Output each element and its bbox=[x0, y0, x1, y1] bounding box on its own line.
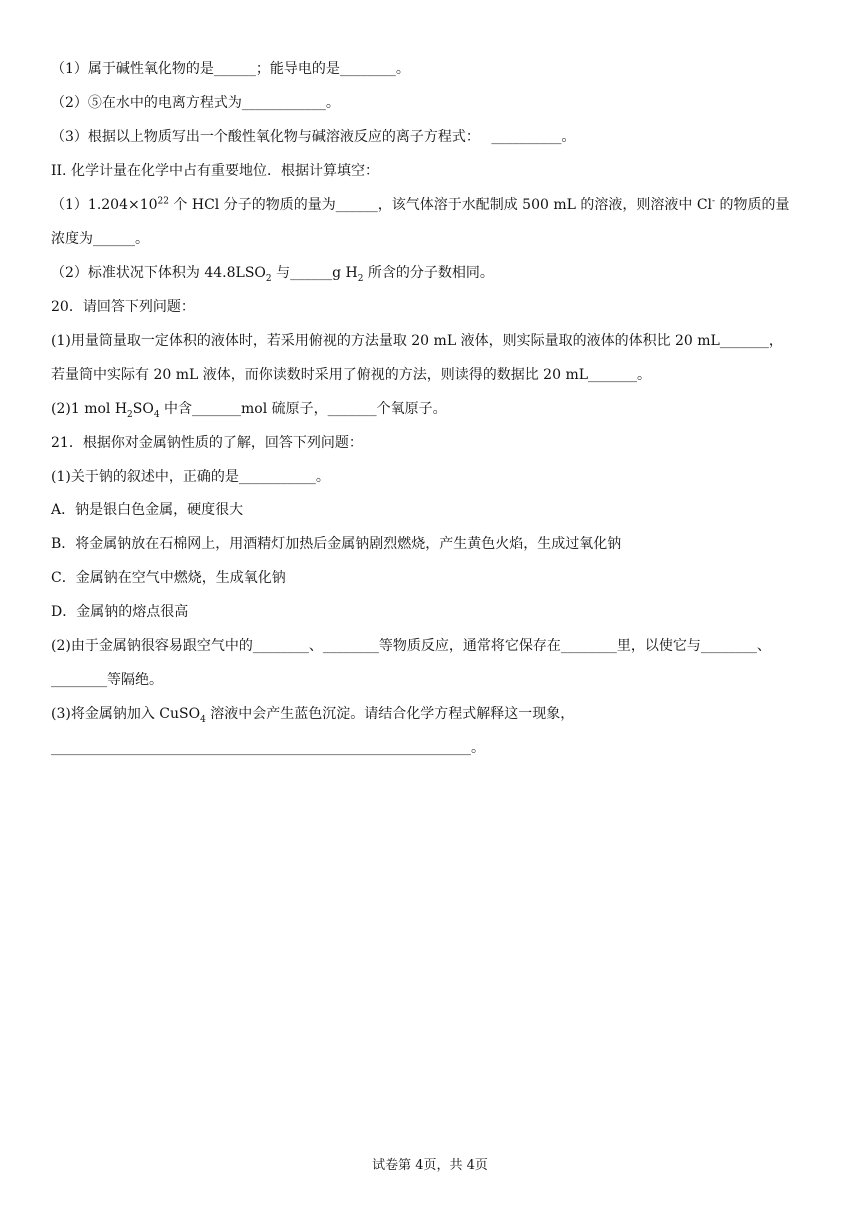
section-ii-heading: II. 化学计量在化学中占有重要地位．根据计算填空： bbox=[51, 163, 379, 179]
q21-heading: 21．根据你对金属钠性质的了解，回答下列问题： bbox=[51, 435, 363, 451]
q-so2-line bbox=[51, 263, 820, 283]
text-segment: 的物质的量 bbox=[715, 197, 790, 213]
text-segment: 与______g H bbox=[271, 265, 358, 281]
q21-part2-line: (2)由于金属钠很容易跟空气中的________、________等物质反应，通常将它保存在________里，以使它与________、 bbox=[51, 638, 771, 654]
text-segment: 个 HCl 分子的物质的量为______，该气体溶于水配制成 500 mL 的溶液，则溶液中 Cl bbox=[168, 197, 713, 213]
subscript: 4 bbox=[200, 714, 206, 725]
text-segment: 溶液中会产生蓝色沉淀。请结合化学方程式解释这一现象， bbox=[205, 706, 575, 722]
page-footer: 试卷第 4页，共 4页 bbox=[372, 1158, 488, 1173]
q21-part2-line-cont: ________等隔绝。 bbox=[51, 672, 163, 688]
q-ionization-line: （2）⑤在水中的电离方程式为____________。 bbox=[51, 95, 340, 111]
option-b: B．将金属钠放在石棉网上，用酒精灯加热后金属钠剧烈燃烧，产生黄色火焰，生成过氧化钠 bbox=[51, 536, 622, 552]
text-segment: (3)将金属钠加入 CuSO bbox=[51, 706, 201, 722]
q20-part2-line bbox=[51, 399, 820, 419]
superscript: - bbox=[712, 196, 716, 207]
text-segment: (2)1 mol H bbox=[51, 401, 128, 417]
q-hcl-line bbox=[51, 195, 820, 215]
q21-part1-line: (1)关于钠的叙述中，正确的是___________。 bbox=[51, 469, 330, 485]
subscript: 2 bbox=[127, 409, 133, 420]
q-basic-oxide-line: （1）属于碱性氧化物的是______；能导电的是________。 bbox=[51, 61, 410, 77]
superscript: 22 bbox=[157, 196, 169, 207]
q-ionic-equation-line: （3）根据以上物质写出一个酸性氧化物与碱溶液反应的离子方程式： __________。 bbox=[51, 129, 576, 145]
q21-part3-answer-line: ____________________________________________________________。 bbox=[51, 740, 485, 756]
option-d: D．金属钠的熔点很高 bbox=[51, 604, 189, 620]
text-segment: SO bbox=[132, 401, 154, 417]
subscript: 2 bbox=[357, 273, 364, 284]
text-segment: 所含的分子数相同。 bbox=[363, 265, 494, 281]
subscript: 4 bbox=[153, 409, 160, 420]
subscript: 2 bbox=[265, 273, 272, 284]
text-segment: （1）1.204×10 bbox=[51, 197, 158, 213]
q20-part1-line: (1)用量筒量取一定体积的液体时，若采用俯视的方法量取 20 mL 液体，则实际量取的液体的体积比 20 mL_______， bbox=[51, 333, 783, 349]
text-segment: （2）标准状况下体积为 44.8LSO bbox=[51, 265, 266, 281]
option-c: C．金属钠在空气中燃烧，生成氧化钠 bbox=[51, 570, 286, 586]
q20-part1-line-cont: 若量筒中实际有 20 mL 液体，而你读数时采用了俯视的方法，则读得的数据比 20 mL_______。 bbox=[51, 367, 652, 383]
q21-part3-line bbox=[51, 704, 820, 724]
option-a: A．钠是银白色金属，硬度很大 bbox=[51, 502, 244, 518]
q-hcl-line-cont: 浓度为______。 bbox=[51, 231, 149, 247]
q20-heading: 20．请回答下列问题： bbox=[51, 299, 195, 315]
text-segment: 中含_______mol 硫原子，_______个氧原子。 bbox=[159, 401, 447, 417]
